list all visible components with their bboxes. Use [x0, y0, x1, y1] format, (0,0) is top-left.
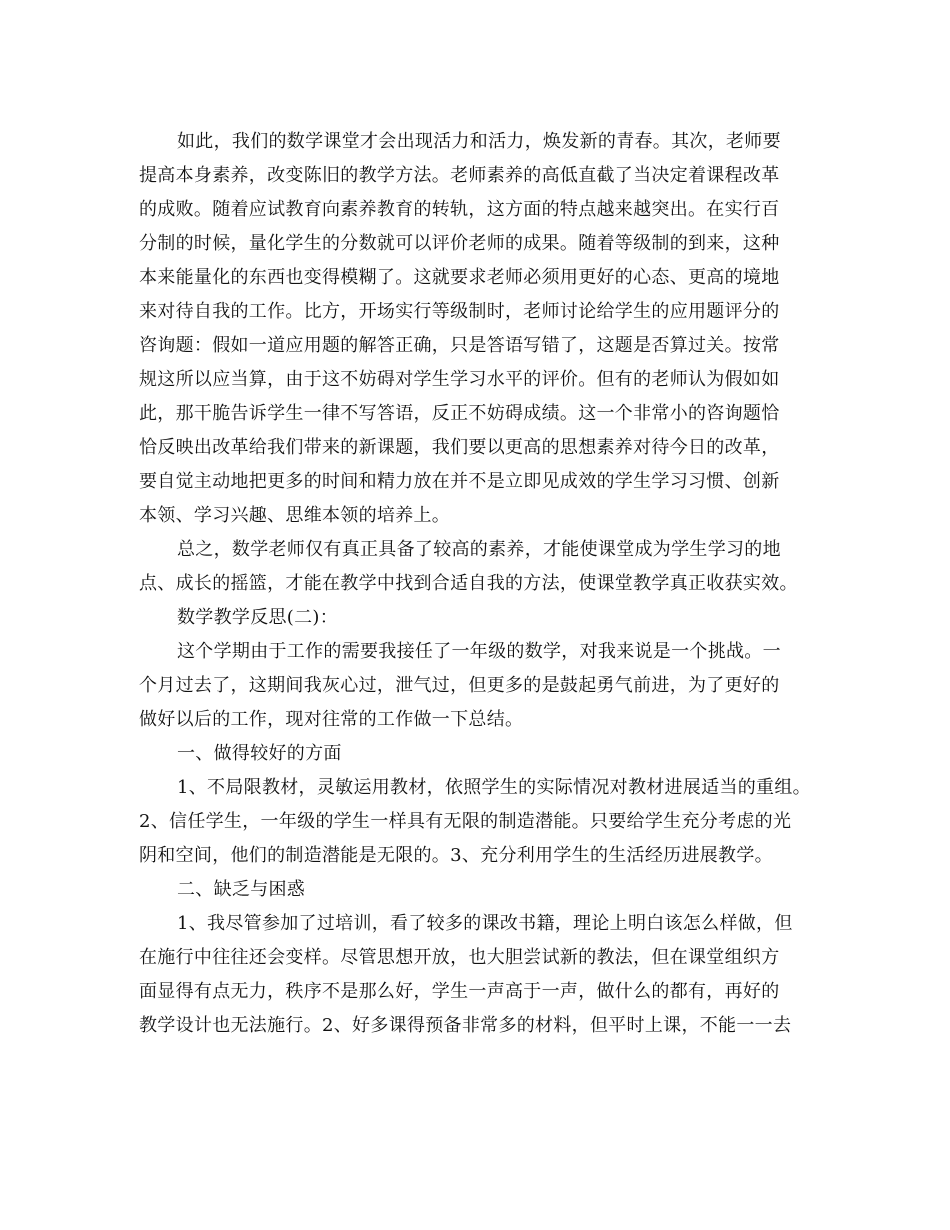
text-line: 阴和空间，他们的制造潜能是无限的。3、充分利用学生的生活经历进展教学。 [139, 845, 773, 866]
text-line: 教学设计也无法施行。2、好多课得预备非常多的材料，但平时上课，不能一一去 [139, 1015, 792, 1036]
text-line: 在施行中往往还会变样。尽管思想开放，也大胆尝试新的教法，但在课堂组织方 [139, 947, 780, 968]
text-line: 本领、学习兴趣、思维本领的培养上。 [139, 505, 451, 526]
text-line: 恰反映出改革给我们带来的新课题，我们要以更高的思想素养对待今日的改革， [139, 437, 780, 458]
text-line: 这个学期由于工作的需要我接任了一年级的数学，对我来说是一个挑战。一 [177, 641, 781, 662]
text-line: 咨询题：假如一道应用题的解答正确，只是答语写错了，这题是否算过关。按常 [139, 335, 780, 356]
text-line: 2、信任学生，一年级的学生一样具有无限的制造潜能。只要给学生充分考虑的光 [139, 811, 792, 832]
section-heading: 二、缺乏与困惑 [177, 879, 306, 900]
section-heading: 一、做得较好的方面 [177, 743, 342, 764]
text-line: 来对待自我的工作。比方，开场实行等级制时，老师讨论给学生的应用题评分的 [139, 301, 780, 322]
text-line: 本来能量化的东西也变得模糊了。这就要求老师必须用更好的心态、更高的境地 [139, 267, 780, 288]
text-line: 此，那干脆告诉学生一律不写答语，反正不妨碍成绩。这一个非常小的咨询题恰 [139, 403, 780, 424]
text-line: 如此，我们的数学课堂才会出现活力和活力，焕发新的青春。其次，老师要 [177, 131, 781, 152]
text-line: 规这所以应当算，由于这不妨碍对学生学习水平的评价。但有的老师认为假如如 [139, 369, 780, 390]
text-line: 点、成长的摇篮，才能在教学中找到合适自我的方法，使课堂教学真正收获实效。 [139, 573, 798, 594]
text-line: 总之，数学老师仅有真正具备了较高的素养，才能使课堂成为学生学习的地 [177, 539, 781, 560]
text-line: 的成败。随着应试教育向素养教育的转轨，这方面的特点越来越突出。在实行百 [139, 199, 780, 220]
text-line: 1、不局限教材，灵敏运用教材，依照学生的实际情况对教材进展适当的重组。 [177, 777, 811, 798]
text-line: 1、我尽管参加了过培训，看了较多的课改书籍，理论上明白该怎么样做，但 [177, 913, 793, 934]
text-line: 做好以后的工作，现对往常的工作做一下总结。 [139, 709, 524, 730]
text-line: 提高本身素养，改变陈旧的教学方法。老师素养的高低直截了当决定着课程改革 [139, 165, 780, 186]
text-line: 个月过去了，这期间我灰心过，泄气过，但更多的是鼓起勇气前进，为了更好的 [139, 675, 780, 696]
text-line: 要自觉主动地把更多的时间和精力放在并不是立即见成效的学生学习习惯、创新 [139, 471, 780, 492]
section-heading: 数学教学反思(二)： [177, 607, 339, 628]
text-line: 分制的时候，量化学生的分数就可以评价老师的成果。随着等级制的到来，这种 [139, 233, 780, 254]
text-line: 面显得有点无力，秩序不是那么好，学生一声高于一声，做什么的都有，再好的 [139, 981, 780, 1002]
